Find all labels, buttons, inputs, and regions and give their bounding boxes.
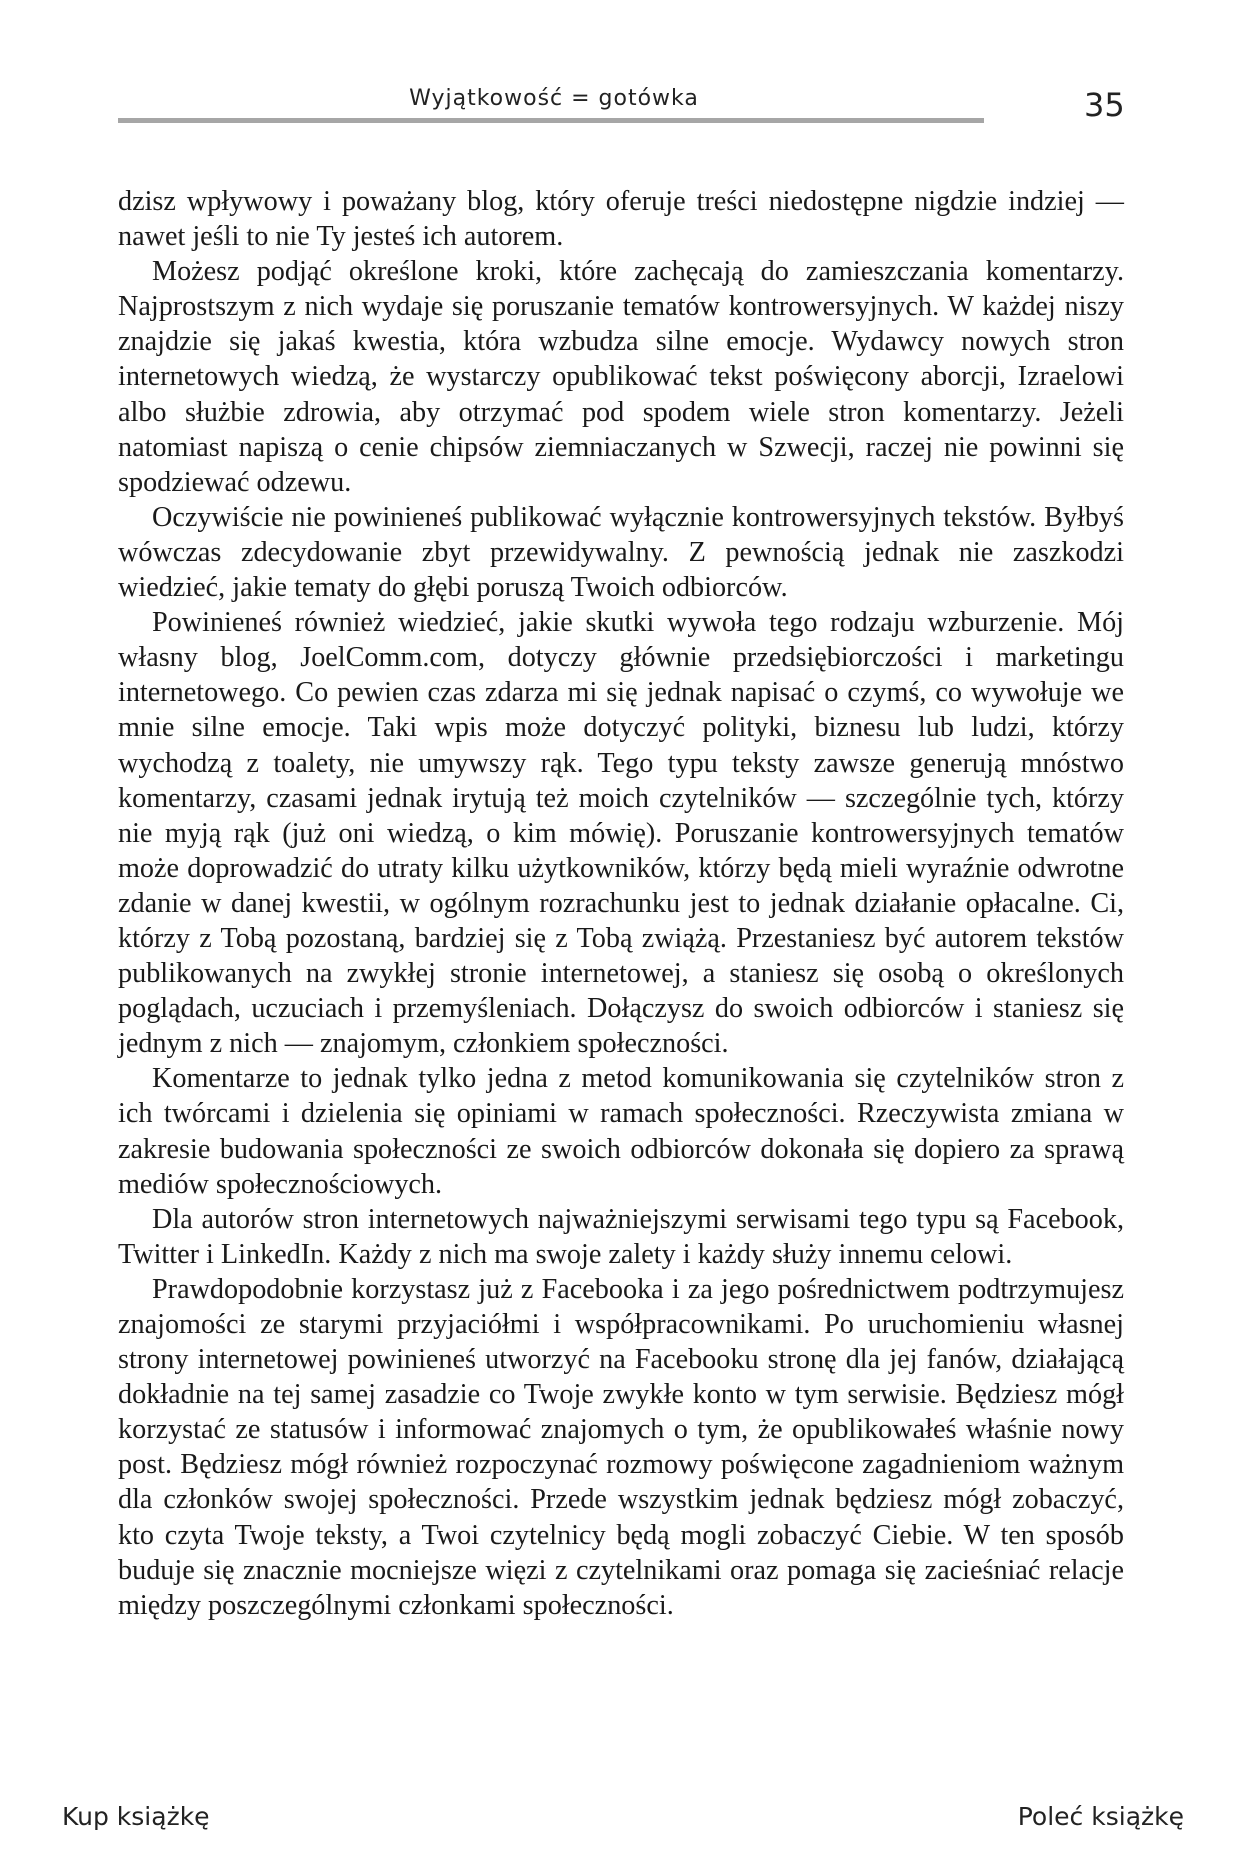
paragraph-3: Oczywiście nie powinieneś publikować wyłącznie kontrowersyjnych tekstów. Byłbyś wówczas zdecydowanie zbyt przewidywalny. Z pewnością jednak nie zaszkodzi wiedzieć, jakie tematy do głębi poruszą Twoich odbiorców. [118,501,1124,604]
recommend-book-link[interactable]: Poleć książkę [1017,1802,1184,1831]
paragraph-2: Możesz podjąć określone kroki, które zachęcają do zamieszczania komentarzy. Najprostszym z nich wydaje się poruszanie tematów kontrowersyjnych. W każdej niszy znajdzie się jakaś kwestia, która wzbudza silne emocje. Wydawcy nowych stron internetowych wiedzą, że wystarczy opublikować tekst poświęcony aborcji, Izraelowi albo służbie zdrowia, aby otrzymać pod spodem wiele stron komentarzy. Jeżeli natomiast napiszą o cenie chipsów ziemniaczanych w Szwecji, raczej nie powinni się spodziewać odzewu. [118,256,1124,498]
paragraph-1: dzisz wpływowy i poważany blog, który oferuje treści niedostępne nigdzie indziej — nawet jeśli to nie Ty jesteś ich autorem. [118,186,1124,253]
header-rule [118,118,984,123]
paragraph-4: Powinieneś również wiedzieć, jakie skutki wywoła tego rodzaju wzburzenie. Mój własny blog, JoelComm.com, dotyczy głównie przedsiębiorczości i marketingu internetowego. Co pewien czas zdarza mi się jednak napisać o czymś, co wywołuje we mnie silne emocje. Taki wpis może dotyczyć polityki, biznesu lub ludzi, którzy wychodzą z toalety, nie umywszy rąk. Tego typu teksty zawsze generują mnóstwo komentarzy, czasami jednak irytują też moich czytelników — szczególnie tych, którzy nie myją rąk (już oni wiedzą, o kim mówię). Poruszanie kontrowersyjnych tematów może doprowadzić do utraty kilku użytkowników, którzy będą mieli wyraźnie odwrotne zdanie w danej kwestii, w ogólnym rozrachunku jest to jednak działanie opłacalne. Ci, którzy z Tobą pozostaną, bardziej się z Tobą zwiążą. Przestaniesz być autorem tekstów publikowanych na zwykłej stronie internetowej, a staniesz się osobą o określonych poglądach, uczuciach i przemyśleniach. Dołączysz do swoich odbiorców i staniesz się jednym z nich — znajomym, członkiem społeczności. [118,607,1124,1060]
paragraph-7: Prawdopodobnie korzystasz już z Facebooka i za jego pośrednictwem podtrzymujesz znajomości ze starymi przyjaciółmi i współpracownikami. Po uruchomieniu własnej strony internetowej powinieneś utworzyć na Facebooku stronę dla jej fanów, działającą dokładnie na tej samej zasadzie co Twoje zwykłe konto w tym serwisie. Będziesz mógł korzystać ze statusów i informować znajomych o tym, że opublikowałeś właśnie nowy post. Będziesz mógł również rozpoczynać rozmowy poświęcone zagadnieniom ważnym dla członków swojej społeczności. Przede wszystkim jednak będziesz mógł zobaczyć, kto czyta Twoje teksty, a Twoi czytelnicy będą mogli zobaczyć Ciebie. W ten sposób buduje się znacznie mocniejsze więzi z czytelnikami oraz pomaga się zacieśniać relacje między poszczególnymi członkami społeczności. [118,1273,1124,1621]
buy-book-link[interactable]: Kup książkę [62,1802,210,1831]
page-number: 35 [1084,86,1125,124]
paragraph-6: Dla autorów stron internetowych najważniejszymi serwisami tego typu są Facebook, Twitter i LinkedIn. Każdy z nich ma swoje zalety i każdy służy innemu celowi. [118,1203,1124,1270]
page-body [118,184,1124,1623]
paragraph-5: Komentarze to jednak tylko jedna z metod komunikowania się czytelników stron z ich twórcami i dzielenia się opiniami w ramach społeczności. Rzeczywista zmiana w zakresie budowania społeczności ze swoich odbiorców dokonała się dopiero za sprawą mediów społecznościowych. [118,1063,1124,1200]
running-title: Wyjątkowość = gotówka [409,86,699,111]
